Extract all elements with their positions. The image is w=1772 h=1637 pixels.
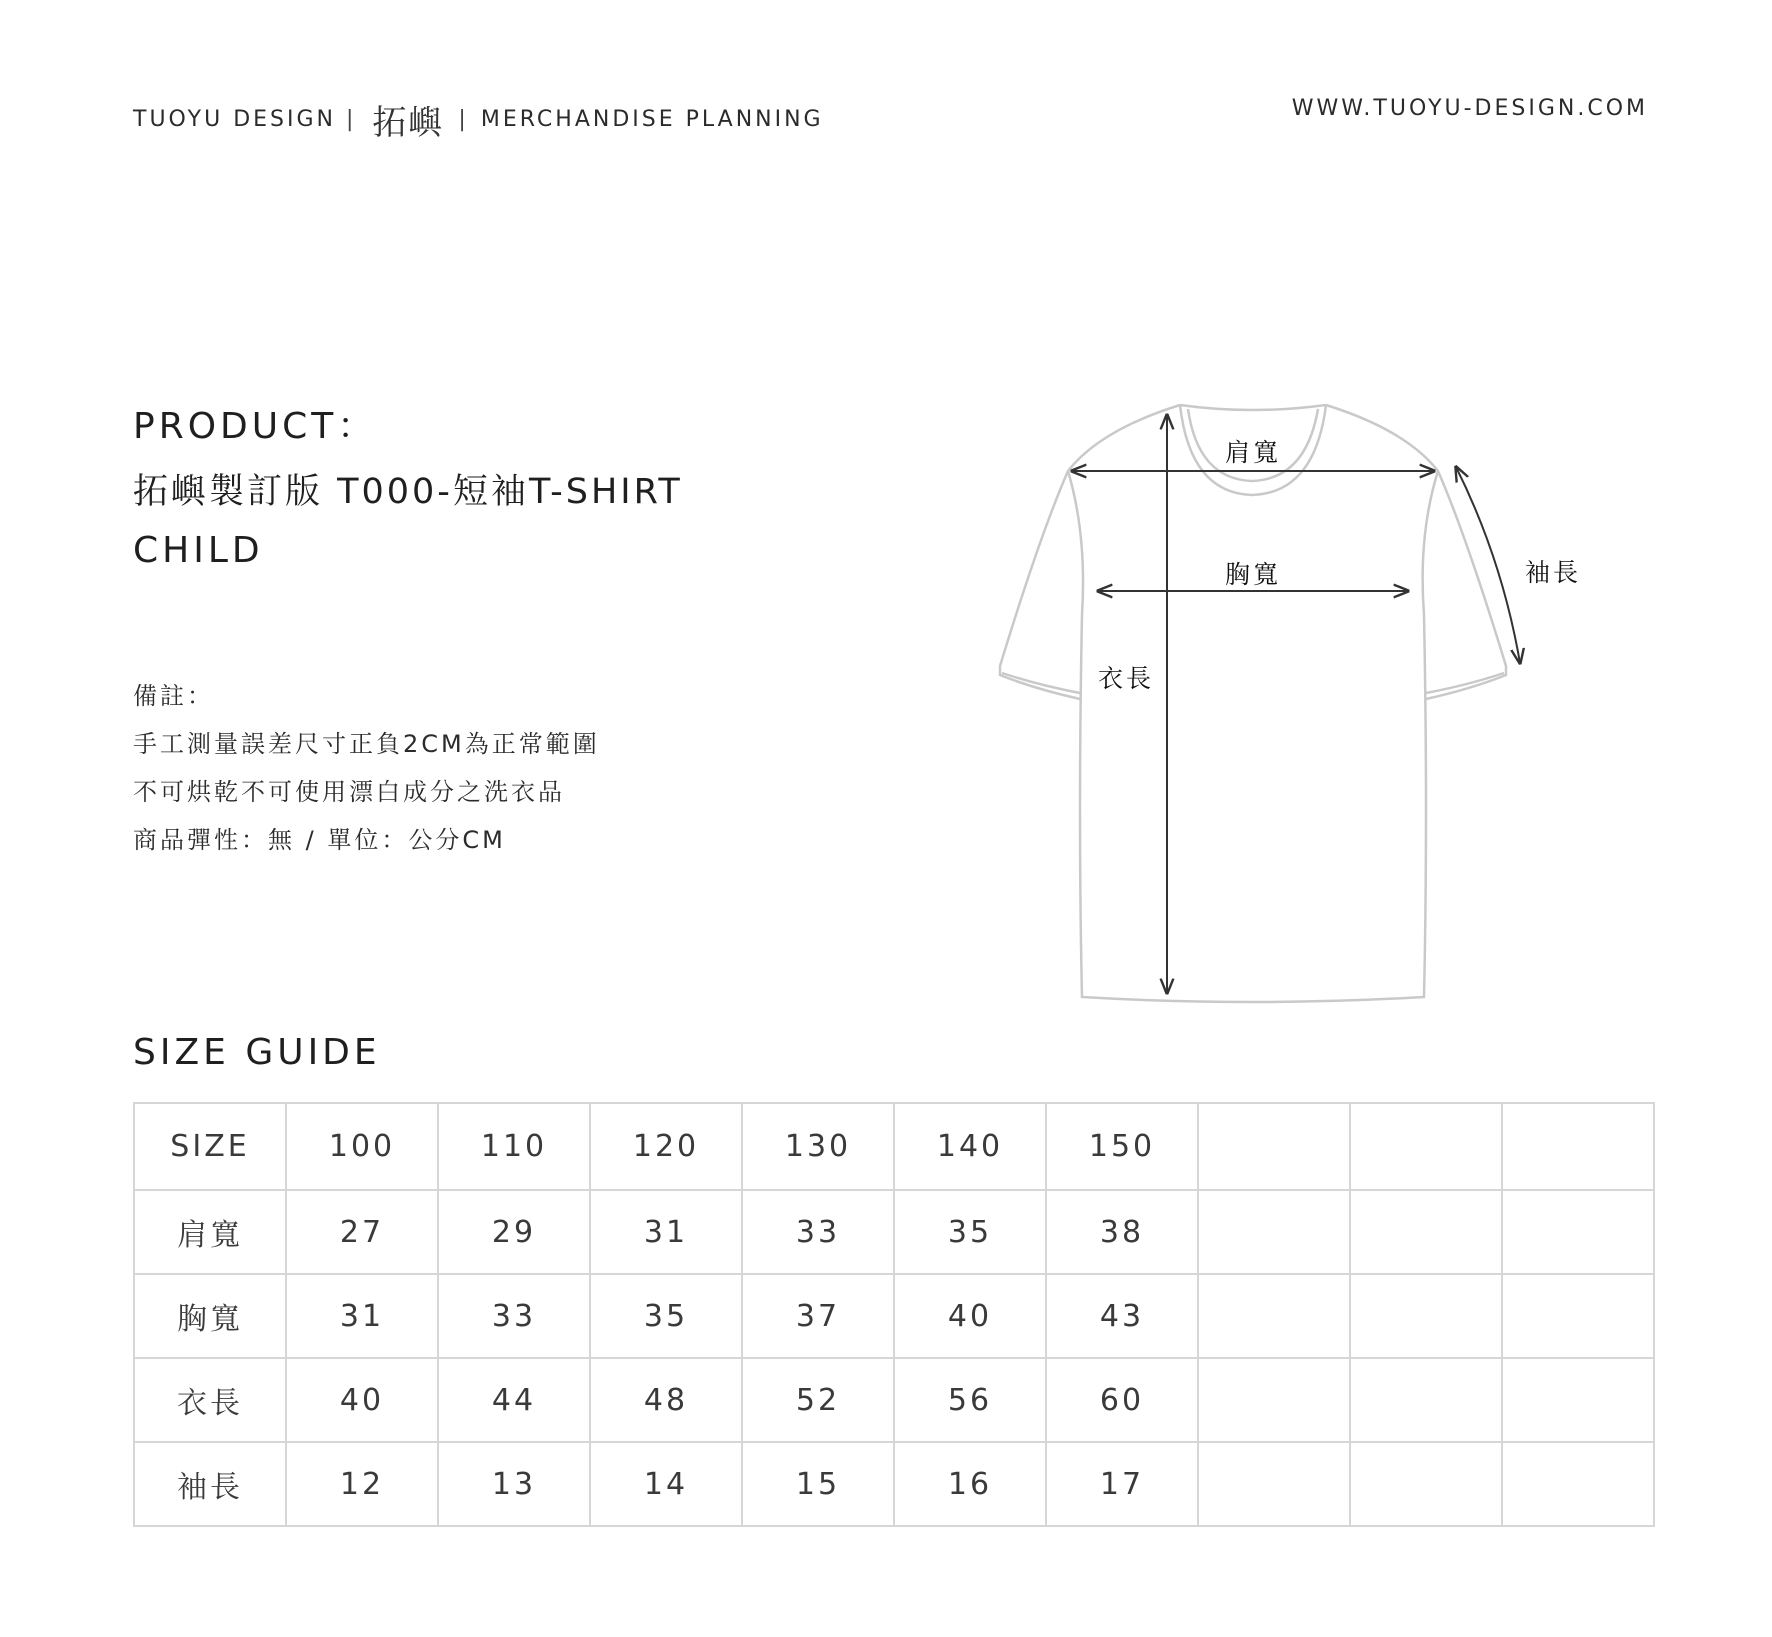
table-header-cell	[1502, 1103, 1654, 1190]
table-header-cell	[1350, 1103, 1502, 1190]
table-cell	[1198, 1274, 1350, 1358]
header-brand	[133, 95, 824, 144]
table-header-cell: 100	[286, 1103, 438, 1190]
table-cell	[1350, 1274, 1502, 1358]
product-variant: CHILD	[133, 530, 264, 571]
table-cell: 14	[590, 1442, 742, 1526]
table-row	[134, 1190, 1654, 1274]
chest-width-label: 胸寬	[1225, 560, 1282, 589]
table-row	[134, 1442, 1654, 1526]
table-cell: 31	[286, 1274, 438, 1358]
body-length-label: 衣長	[1098, 664, 1155, 693]
table-header-cell	[1198, 1103, 1350, 1190]
brand-name: TUOYU DESIGN	[133, 107, 336, 132]
table-cell	[1502, 1190, 1654, 1274]
table-row	[134, 1274, 1654, 1358]
tshirt-measurement-diagram	[990, 395, 1610, 1015]
table-cell: 12	[286, 1442, 438, 1526]
table-cell	[1198, 1190, 1350, 1274]
table-header-cell: SIZE	[134, 1103, 286, 1190]
tshirt-outline-icon	[990, 395, 1610, 1015]
table-cell: 40	[286, 1358, 438, 1442]
notes-section	[133, 672, 600, 864]
notes-line: 不可烘乾不可使用漂白成分之洗衣品	[133, 778, 565, 806]
table-cell: 袖長	[134, 1442, 286, 1526]
website-link[interactable]: WWW.TUOYU-DESIGN.COM	[1291, 96, 1648, 121]
table-cell	[1350, 1442, 1502, 1526]
table-cell: 56	[894, 1358, 1046, 1442]
table-cell: 35	[894, 1190, 1046, 1274]
table-cell: 44	[438, 1358, 590, 1442]
table-header-cell: 120	[590, 1103, 742, 1190]
table-cell	[1502, 1274, 1654, 1358]
table-header-cell: 150	[1046, 1103, 1198, 1190]
table-header-cell: 110	[438, 1103, 590, 1190]
table-cell: 15	[742, 1442, 894, 1526]
sleeve-length-label: 袖長	[1525, 558, 1582, 587]
table-row	[134, 1358, 1654, 1442]
table-header-cell: 130	[742, 1103, 894, 1190]
table-cell	[1198, 1358, 1350, 1442]
table-header-cell: 140	[894, 1103, 1046, 1190]
table-cell: 衣長	[134, 1358, 286, 1442]
notes-line: 手工測量誤差尺寸正負2CM為正常範圍	[133, 730, 600, 758]
product-name: 拓嶼製訂版 T000-短袖T-SHIRT	[133, 472, 683, 512]
table-cell: 33	[438, 1274, 590, 1358]
table-cell	[1350, 1190, 1502, 1274]
table-cell: 胸寬	[134, 1274, 286, 1358]
notes-line: 商品彈性：無 / 單位：公分CM	[133, 826, 506, 854]
brand-logo: 拓嶼	[372, 103, 445, 143]
table-cell: 33	[742, 1190, 894, 1274]
table-cell: 13	[438, 1442, 590, 1526]
header-separator: |	[346, 107, 357, 132]
shoulder-width-label: 肩寬	[1225, 438, 1282, 467]
table-cell: 40	[894, 1274, 1046, 1358]
table-cell: 43	[1046, 1274, 1198, 1358]
table-cell: 27	[286, 1190, 438, 1274]
table-cell	[1502, 1442, 1654, 1526]
table-header-row	[134, 1103, 1654, 1190]
department-label: MERCHANDISE PLANNING	[480, 107, 824, 132]
header-separator: |	[458, 107, 469, 132]
table-cell: 肩寬	[134, 1190, 286, 1274]
table-cell: 37	[742, 1274, 894, 1358]
table-cell: 38	[1046, 1190, 1198, 1274]
table-cell: 29	[438, 1190, 590, 1274]
table-cell: 60	[1046, 1358, 1198, 1442]
notes-title: 備註：	[133, 682, 214, 710]
table-cell: 48	[590, 1358, 742, 1442]
table-cell: 52	[742, 1358, 894, 1442]
size-guide-title: SIZE GUIDE	[133, 1032, 381, 1073]
table-cell: 35	[590, 1274, 742, 1358]
product-label: PRODUCT：	[133, 406, 378, 447]
table-cell	[1350, 1358, 1502, 1442]
table-cell: 17	[1046, 1442, 1198, 1526]
table-cell: 31	[590, 1190, 742, 1274]
table-cell: 16	[894, 1442, 1046, 1526]
size-table	[133, 1102, 1655, 1527]
table-cell	[1502, 1358, 1654, 1442]
table-cell	[1198, 1442, 1350, 1526]
